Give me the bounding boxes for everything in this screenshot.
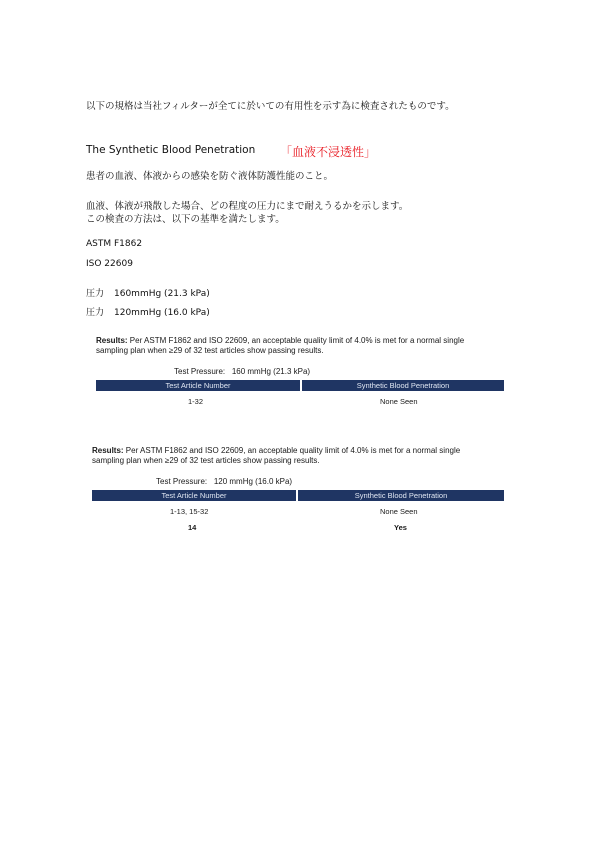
column-header: Test Article Number [92, 490, 296, 501]
pressure-label: 圧力 [86, 289, 105, 299]
test-pressure-label: Test Pressure: [174, 367, 226, 376]
section-heading-english: The Synthetic Blood Penetration [86, 144, 256, 156]
results-text: Per ASTM F1862 and ISO 22609, an acceptable quality limit of 4.0% is met for a normal single [125, 446, 461, 455]
results-table-160 [96, 336, 508, 416]
standard-astm: ASTM F1862 [86, 239, 143, 249]
test-pressure-label: Test Pressure: [156, 477, 208, 486]
results-statement-cont: sampling plan when ≥29 of 32 test articles show passing results. [96, 346, 324, 355]
table-cell: Yes [394, 523, 407, 532]
table-cell: None Seen [380, 397, 418, 406]
table-cell: 1-13, 15-32 [170, 507, 209, 516]
column-header: Synthetic Blood Penetration [302, 380, 504, 391]
test-pressure [156, 477, 292, 486]
description-line: この検査の方法は、以下の基準を満たします。 [86, 214, 285, 225]
intro-text: 以下の規格は当社フィルターが全てに於いての有用性を示す為に検査されたものです。 [86, 101, 455, 112]
results-label: Results: [92, 446, 124, 455]
description-line: 血液、体液が飛散した場合、どの程度の圧力にまで耐えうるかを示します。 [86, 201, 409, 212]
results-statement-cont: sampling plan when ≥29 of 32 test articles show passing results. [92, 456, 320, 465]
pressure-line [86, 305, 210, 318]
section-heading-japanese: 「血液不浸透性」 [280, 145, 377, 159]
standard-iso: ISO 22609 [86, 259, 133, 269]
description-line: 患者の血液、体液からの感染を防ぐ液体防護性能のこと。 [86, 171, 334, 182]
test-pressure-value: 120 mmHg (16.0 kPa) [213, 477, 293, 486]
test-pressure [174, 367, 310, 376]
results-label: Results: [96, 336, 128, 345]
results-statement [92, 446, 460, 456]
results-statement [96, 336, 464, 346]
column-header: Test Article Number [96, 380, 300, 391]
table-cell: 1-32 [188, 397, 204, 406]
pressure-line [86, 286, 210, 299]
pressure-label: 圧力 [86, 308, 105, 318]
column-header: Synthetic Blood Penetration [298, 490, 504, 501]
pressure-value: 120mmHg (16.0 kPa) [114, 308, 210, 318]
test-pressure-value: 160 mmHg (21.3 kPa) [231, 367, 311, 376]
results-table-120 [92, 446, 506, 536]
table-cell: None Seen [380, 507, 418, 516]
results-text: Per ASTM F1862 and ISO 22609, an acceptable quality limit of 4.0% is met for a normal single [129, 336, 465, 345]
pressure-value: 160mmHg (21.3 kPa) [114, 289, 210, 299]
table-cell: 14 [188, 523, 197, 532]
